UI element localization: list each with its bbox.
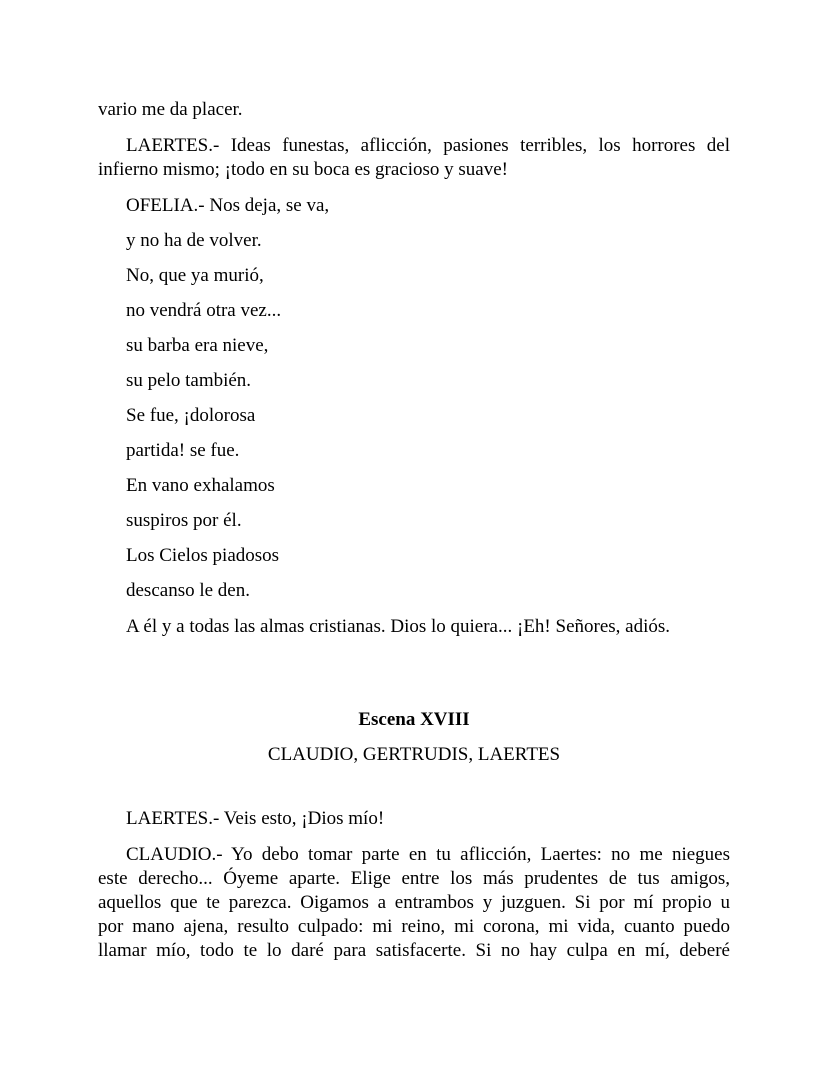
dialogue-line: infierno mismo; ¡todo en su boca es gracioso y suave! [98,159,508,180]
dialogue-line: por mano ajena, resulto culpado: mi reino, mi corona, mi vida, cuanto puedo [98,916,730,937]
dialogue-line: A él y a todas las almas cristianas. Dios lo quiera... ¡Eh! Señores, adiós. [126,616,671,637]
scene-title: Escena XVIII [358,709,470,730]
verse-line: su pelo también. [126,370,252,391]
verse-line: su barba era nieve, [126,335,269,356]
verse-line: Se fue, ¡dolorosa [126,405,256,426]
dialogue-line: llamar mío, todo te lo daré para satisfacerte. Si no hay culpa en mí, deberé [98,940,730,961]
dialogue-line: OFELIA.- Nos deja, se va, [126,195,330,216]
verse-line: y no ha de volver. [126,230,262,251]
dialogue-line: este derecho... Óyeme aparte. Elige entre los más prudentes de tus amigos, [98,868,730,889]
verse-line: Los Cielos piadosos [126,545,280,566]
dialogue-line: LAERTES.- Ideas funestas, aflicción, pasiones terribles, los horrores del [126,135,730,156]
scene-characters: CLAUDIO, GERTRUDIS, LAERTES [267,744,561,765]
verse-line: no vendrá otra vez... [126,300,282,321]
verse-line: partida! se fue. [126,440,240,461]
verse-line: descanso le den. [126,580,250,601]
verse-line: En vano exhalamos [126,475,275,496]
dialogue-line: LAERTES.- Veis esto, ¡Dios mío! [126,808,385,829]
verse-line: No, que ya murió, [126,265,264,286]
dialogue-line: aquellos que te parezca. Oigamos a entrambos y juzguen. Si por mí propio u [98,892,730,913]
verse-line: suspiros por él. [126,510,242,531]
text-line: vario me da placer. [98,99,243,120]
dialogue-line: CLAUDIO.- Yo debo tomar parte en tu aflicción, Laertes: no me niegues [126,844,730,865]
